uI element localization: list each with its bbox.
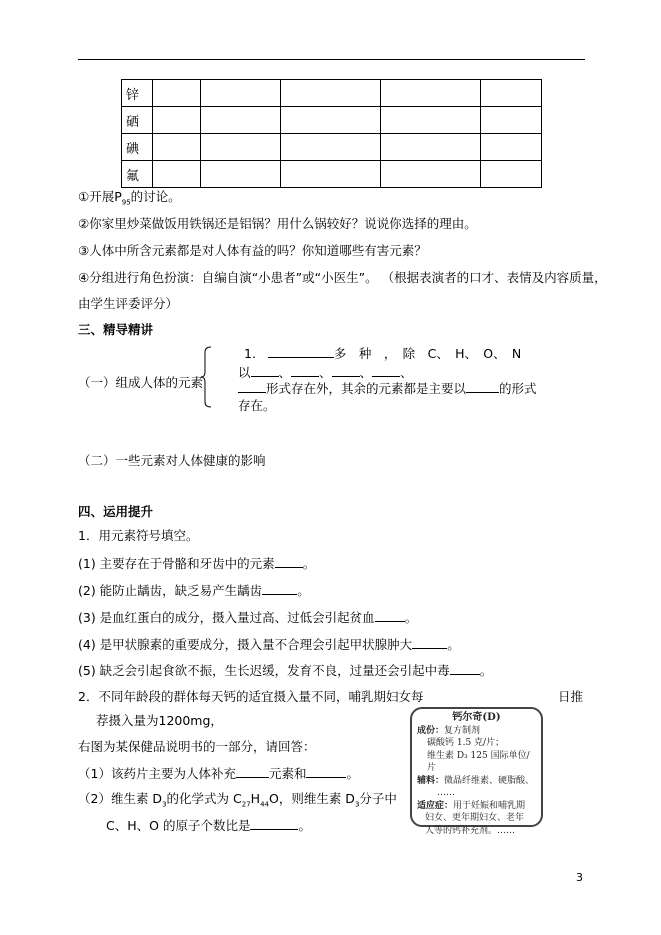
supplement-label-image: 钙尔奇(D) 成份：复方制剂 碳酸钙 1.5 克/片； 维生素 D₃ 125 国际单位/片 辅料：微晶纤维素、硬脂酸、 …… 适应症：用于妊娠和哺乳期 妇女、更年期妇女、老年 人等的钙补充剂。…… — [410, 707, 543, 827]
element-table — [121, 79, 542, 188]
question-2-2: （2）维生素 $D_3$的化学式为 $C_{27}H_{44}O$，则维生素 $D_3$分子中 — [78, 791, 397, 809]
part2-label: （二）一些元素对人体健康的影响 — [78, 453, 266, 468]
question-2-cont: 荐摄入量为1200mg， — [96, 713, 223, 728]
brace-icon — [200, 346, 212, 408]
header-rule — [78, 59, 585, 60]
question-1-item: (3) 是血红蛋白的成分，摄入量过高、过低会引起贫血 。 — [78, 610, 418, 625]
question-1-item: (1) 主要存在于骨骼和牙齿中的元素 。 — [78, 556, 316, 571]
question-1: 1．用元素符号填空。 — [78, 528, 199, 543]
table-row — [122, 161, 542, 188]
section3-title: 三、精导精讲 — [78, 322, 154, 337]
question-2: 2．不同年龄段的群体每天钙的适宜摄入量不同，哺乳期妇女每 — [78, 689, 424, 704]
fill-line-1: 1. 多 种 ， 除 C、 H、 O、 N — [244, 346, 522, 361]
discussion-1: ①开展$P_{95}$的讨论。 — [78, 189, 181, 207]
question-2-3: C、H、O 的原子个数比是 。 — [106, 818, 311, 833]
question-2-right: 日推 — [558, 689, 584, 704]
question-1-item: (5) 缺乏会引起食欲不振，生长迟缓，发育不良，过量还会引起中毒 。 — [78, 663, 493, 678]
discussion-4: ④分组进行角色扮演：自编自演“小患者”或“小医生”。 （根据表演者的口才、表情及内容质量， — [78, 270, 607, 285]
table-cell: 碘 — [122, 134, 153, 161]
table-cell: 锌 — [122, 80, 153, 107]
question-1-item: (4) 是甲状腺素的重要成分，摄入量不合理会引起甲状腺肿大 。 — [78, 637, 460, 652]
fill-line-2: 以 、 、 、 、 — [238, 365, 413, 380]
fill-line-4: 存在。 — [238, 398, 276, 413]
table-row — [122, 80, 542, 107]
part1-label: （一）组成人体的元素 — [78, 375, 204, 390]
section4-title: 四、运用提升 — [78, 504, 154, 519]
question-2-1: （1）该药片主要为人体补充 元素和 。 — [78, 766, 359, 781]
discussion-2: ②你家里炒菜做饭用铁锅还是铝锅？用什么锅较好？说说你选择的理由。 — [78, 216, 477, 231]
discussion-3: ③人体中所含元素都是对人体有益的吗？你知道哪些有害元素？ — [78, 243, 427, 258]
page-number: 3 — [576, 871, 583, 884]
question-1-item: (2) 能防止龋齿，缺乏易产生龋齿 。 — [78, 583, 310, 598]
table-row — [122, 134, 542, 161]
fill-line-3: 形式存在外，其余的元素都是主要以 的形式 — [238, 380, 537, 397]
table-cell: 氟 — [122, 161, 153, 188]
discussion-4-cont: 由学生评委评分） — [78, 296, 179, 311]
question-2-intro: 右图为某保健品说明书的一部分，请回答： — [78, 739, 316, 754]
table-row — [122, 107, 542, 134]
table-cell: 硒 — [122, 107, 153, 134]
